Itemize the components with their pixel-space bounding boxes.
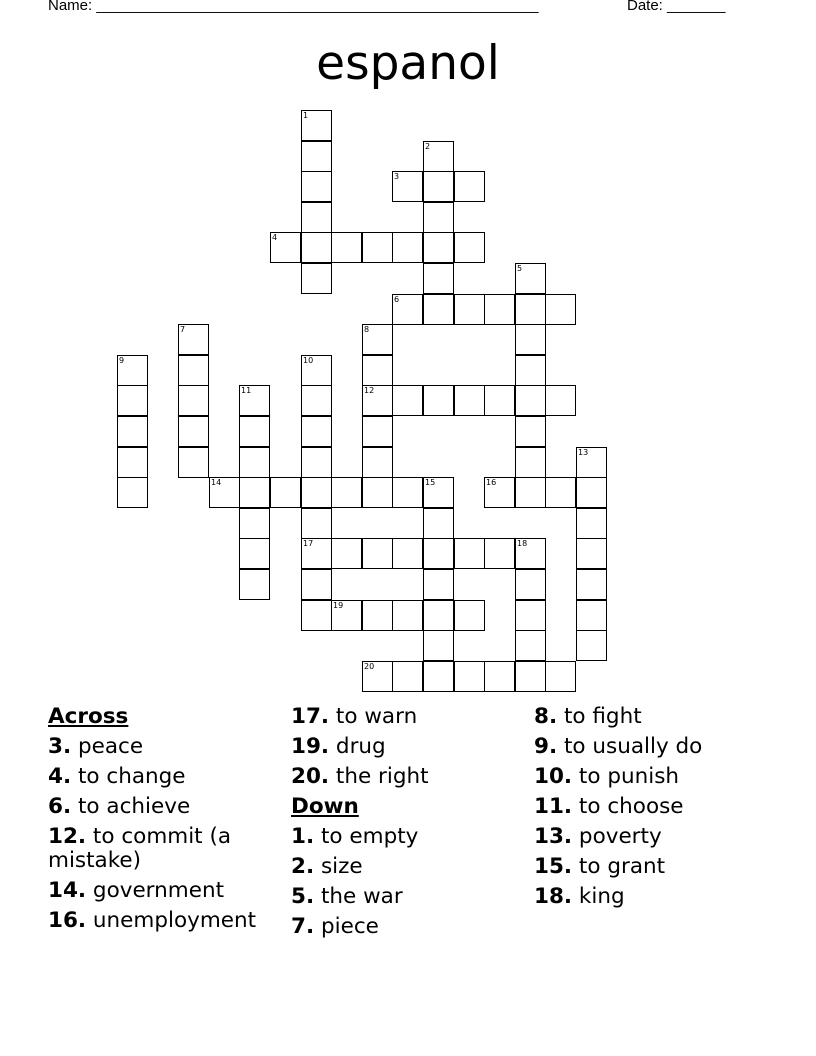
clue-number: 17 [303,539,314,548]
grid-cell[interactable] [362,355,393,386]
grid-cell[interactable] [362,447,393,478]
clue-across-20: 20. the right [291,764,429,789]
clue-number: 16 [486,478,497,487]
grid-cell[interactable] [423,294,454,325]
clue-down-15: 15. to grant [534,854,666,879]
grid-cell[interactable] [270,477,301,508]
grid-cell[interactable] [209,477,240,508]
grid-cell[interactable] [423,202,454,233]
grid-cell[interactable] [576,538,607,569]
grid-cell[interactable] [545,385,576,416]
grid-cell[interactable] [423,263,454,294]
grid-cell[interactable] [331,538,362,569]
clue-down-18: 18. king [534,884,625,909]
grid-cell[interactable] [423,508,454,539]
grid-cell[interactable] [362,232,393,263]
grid-cell[interactable] [362,538,393,569]
grid-cell[interactable] [576,508,607,539]
grid-cell[interactable] [301,569,332,600]
grid-cell[interactable] [576,569,607,600]
grid-cell[interactable] [362,385,393,416]
grid-cell[interactable] [484,477,515,508]
clue-down-2: 2. size [291,854,363,879]
grid-cell[interactable] [239,569,270,600]
clue-down-5: 5. the war [291,884,403,909]
grid-cell[interactable] [423,141,454,172]
clue-down-11: 11. to choose [534,794,684,819]
clue-number: 15 [425,478,436,487]
clue-down-8: 8. to fight [534,704,642,729]
down-heading: Down [291,794,359,819]
clue-number: 9 [119,356,125,365]
clue-number: 3 [394,172,400,181]
grid-cell[interactable] [239,538,270,569]
grid-cell[interactable] [117,416,148,447]
clue-number: 18 [517,539,528,548]
grid-cell[interactable] [576,630,607,661]
grid-cell[interactable] [423,232,454,263]
clue-number: 2 [425,142,431,151]
clue-across-19: 19. drug [291,734,386,759]
clue-down-1: 1. to empty [291,824,419,849]
grid-cell[interactable] [301,416,332,447]
grid-cell[interactable] [392,171,423,202]
grid-cell[interactable] [515,600,546,631]
clue-down-13: 13. poverty [534,824,662,849]
grid-cell[interactable] [362,661,393,692]
grid-cell[interactable] [515,385,546,416]
grid-cell[interactable] [331,477,362,508]
grid-cell[interactable] [484,538,515,569]
grid-cell[interactable] [178,447,209,478]
grid-cell[interactable] [515,324,546,355]
grid-cell[interactable] [301,232,332,263]
grid-cell[interactable] [301,385,332,416]
grid-cell[interactable] [301,202,332,233]
grid-cell[interactable] [301,110,332,141]
grid-cell[interactable] [178,416,209,447]
grid-cell[interactable] [515,447,546,478]
grid-cell[interactable] [423,661,454,692]
grid-cell[interactable] [301,477,332,508]
grid-cell[interactable] [454,600,485,631]
grid-cell[interactable] [484,385,515,416]
clue-number: 14 [211,478,222,487]
grid-cell[interactable] [484,661,515,692]
grid-cell[interactable] [423,600,454,631]
clue-number: 19 [333,601,344,610]
grid-cell[interactable] [301,141,332,172]
clue-across-17: 17. to warn [291,704,418,729]
grid-cell[interactable] [117,447,148,478]
grid-cell[interactable] [576,477,607,508]
grid-cell[interactable] [331,232,362,263]
clue-across-16: 16. unemployment [48,908,257,933]
name-field[interactable]: Name: _____________________________________________________ [48,0,539,14]
grid-cell[interactable] [239,477,270,508]
grid-cell[interactable] [178,385,209,416]
grid-cell[interactable] [239,508,270,539]
grid-cell[interactable] [515,477,546,508]
grid-cell[interactable] [423,477,454,508]
grid-cell[interactable] [392,477,423,508]
clue-down-7: 7. piece [291,914,379,939]
grid-cell[interactable] [301,600,332,631]
grid-cell[interactable] [362,324,393,355]
clue-down-9: 9. to usually do [534,734,703,759]
grid-cell[interactable] [301,447,332,478]
grid-cell[interactable] [301,508,332,539]
grid-cell[interactable] [178,324,209,355]
grid-cell[interactable] [454,661,485,692]
grid-cell[interactable] [392,661,423,692]
clue-column-1 [48,702,283,936]
grid-cell[interactable] [392,294,423,325]
grid-cell[interactable] [178,355,209,386]
grid-cell[interactable] [454,232,485,263]
grid-cell[interactable] [392,385,423,416]
clue-number: 10 [303,356,314,365]
grid-cell[interactable] [392,600,423,631]
clue-column-3 [534,702,794,912]
clue-number: 20 [364,662,375,671]
clue-across-4: 4. to change [48,764,186,789]
grid-cell[interactable] [117,355,148,386]
clue-column-2 [291,702,526,942]
grid-cell[interactable] [117,385,148,416]
clue-number: 1 [303,111,309,120]
grid-cell[interactable] [545,661,576,692]
grid-cell[interactable] [545,294,576,325]
grid-cell[interactable] [239,416,270,447]
grid-cell[interactable] [545,477,576,508]
clue-across-12: 12. to commit (a mistake) [48,824,232,873]
grid-cell[interactable] [454,294,485,325]
clue-number: 7 [180,325,186,334]
grid-cell[interactable] [454,171,485,202]
clue-number: 13 [578,448,589,457]
grid-cell[interactable] [515,630,546,661]
grid-cell[interactable] [117,477,148,508]
clue-number: 4 [272,233,278,242]
grid-cell[interactable] [484,294,515,325]
date-field[interactable]: Date: _______ [627,0,726,14]
grid-cell[interactable] [576,600,607,631]
grid-cell[interactable] [392,232,423,263]
grid-cell[interactable] [515,263,546,294]
grid-cell[interactable] [239,385,270,416]
clue-number: 12 [364,386,375,395]
grid-cell[interactable] [576,447,607,478]
grid-cell[interactable] [454,385,485,416]
clue-across-14: 14. government [48,878,224,903]
grid-cell[interactable] [423,171,454,202]
page-title: espanol [316,36,500,91]
grid-cell[interactable] [515,355,546,386]
grid-cell[interactable] [515,569,546,600]
grid-cell[interactable] [239,447,270,478]
grid-cell[interactable] [423,538,454,569]
clue-number: 8 [364,325,370,334]
grid-cell[interactable] [515,538,546,569]
grid-cell[interactable] [270,232,301,263]
clue-across-3: 3. peace [48,734,144,759]
clue-number: 5 [517,264,523,273]
grid-cell[interactable] [515,416,546,447]
grid-cell[interactable] [423,569,454,600]
grid-cell[interactable] [423,385,454,416]
grid-cell[interactable] [301,538,332,569]
across-heading: Across [48,704,129,729]
clue-across-6: 6. to achieve [48,794,191,819]
clue-down-10: 10. to punish [534,764,680,789]
grid-cell[interactable] [301,355,332,386]
grid-cell[interactable] [454,538,485,569]
grid-cell[interactable] [362,477,393,508]
grid-cell[interactable] [515,661,546,692]
clue-number: 6 [394,295,400,304]
clue-number: 11 [241,386,252,395]
grid-cell[interactable] [301,263,332,294]
grid-cell[interactable] [392,538,423,569]
grid-cell[interactable] [362,600,393,631]
grid-cell[interactable] [423,630,454,661]
grid-cell[interactable] [331,600,362,631]
grid-cell[interactable] [515,294,546,325]
grid-cell[interactable] [362,416,393,447]
grid-cell[interactable] [301,171,332,202]
